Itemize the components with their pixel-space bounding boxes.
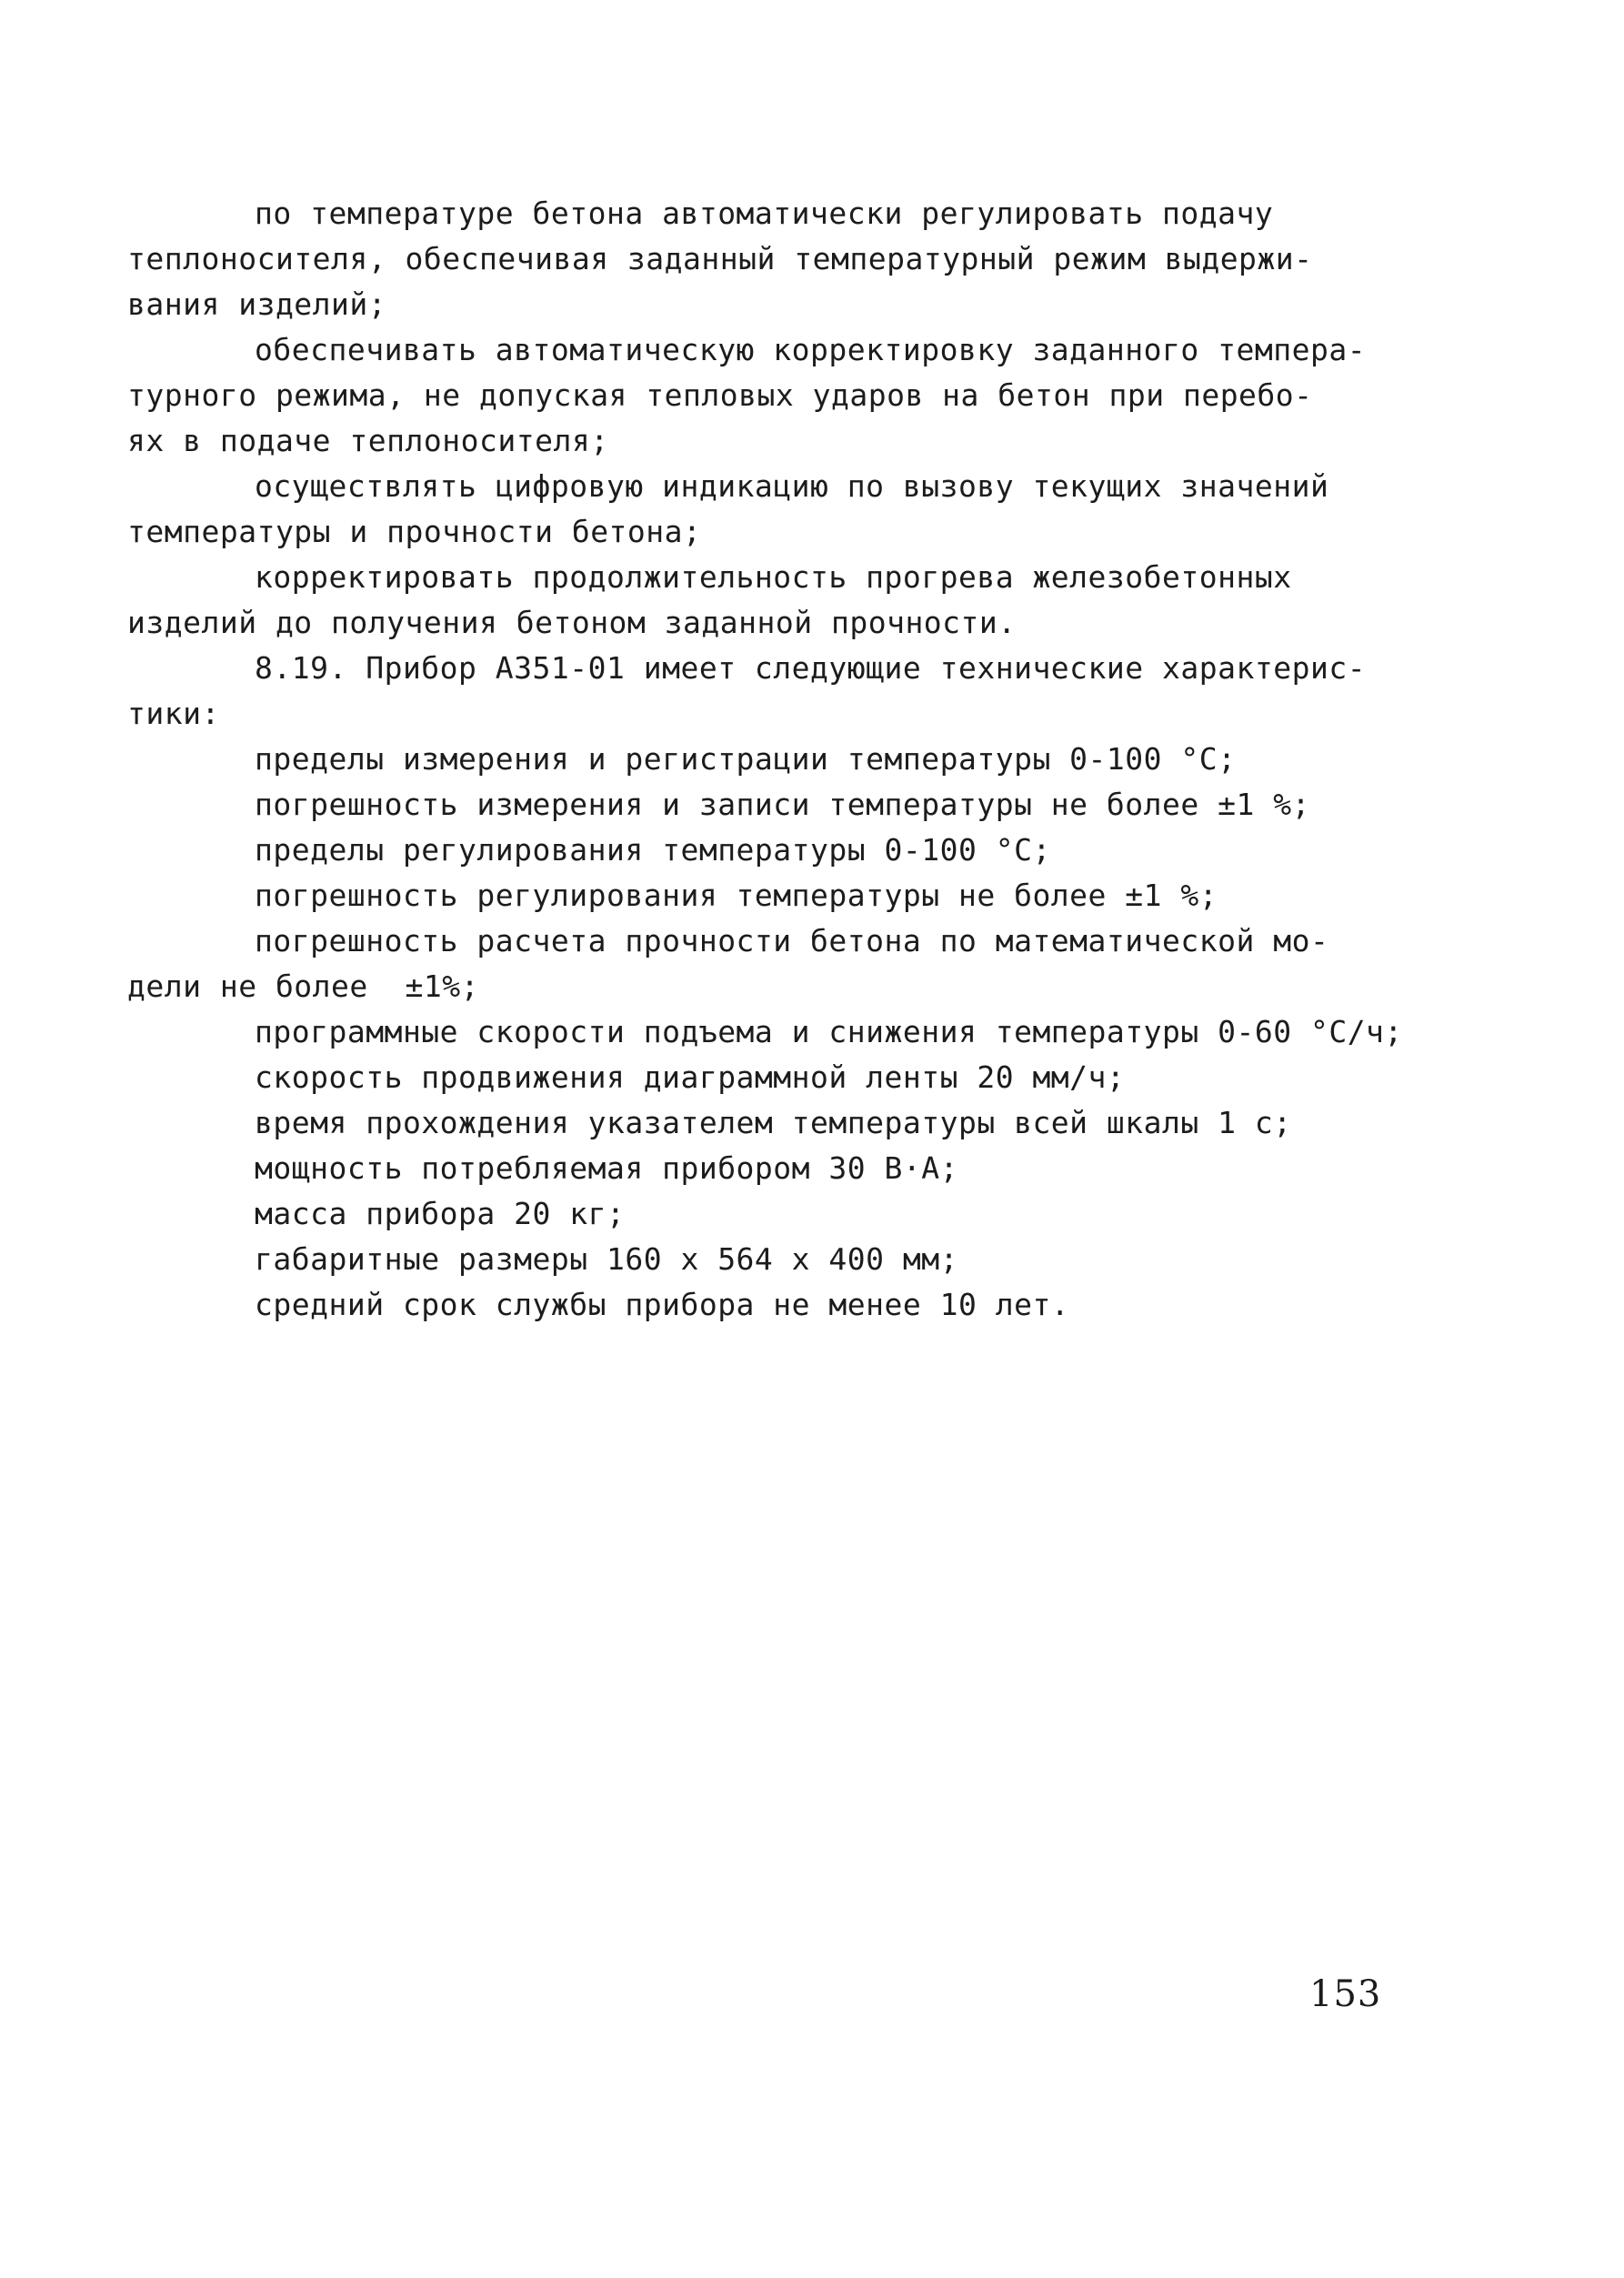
spec-item: программные скорости подъема и снижения температуры 0-60 °С/ч; xyxy=(255,1014,1403,1049)
text-line: осуществлять цифровую индикацию по вызову текущих значений xyxy=(255,468,1329,504)
text-line: температуры и прочности бетона; xyxy=(127,514,702,549)
spec-item: пределы регулирования температуры 0-100 °С; xyxy=(255,832,1051,868)
text-line: турного режима, не допуская тепловых ударов на бетон при перебо- xyxy=(127,377,1313,413)
spec-item: погрешность измерения и записи температуры не более ±1 %; xyxy=(255,787,1310,822)
text-line: вания изделий; xyxy=(127,286,387,322)
spec-item: средний срок службы прибора не менее 10 лет. xyxy=(255,1287,1070,1322)
text-line: корректировать продолжительность прогрева железобетонных xyxy=(255,559,1292,595)
page-number: 153 xyxy=(1309,1973,1382,2015)
spec-item: мощность потребляемая прибором 30 В·А; xyxy=(255,1150,958,1186)
text-line: ях в подаче теплоносителя; xyxy=(127,423,609,458)
text-line: изделий до получения бетоном заданной прочности. xyxy=(127,605,1017,640)
spec-item: масса прибора 20 кг; xyxy=(255,1196,626,1231)
text-line: тики: xyxy=(127,696,220,731)
spec-item: погрешность расчета прочности бетона по математической мо- xyxy=(255,923,1329,958)
spec-item: погрешность регулирования температуры не более ±1 %; xyxy=(255,878,1218,913)
section-heading: 8.19. Прибор А351-01 имеет следующие технические характерис- xyxy=(255,650,1367,686)
text-line: обеспечивать автоматическую корректировку заданного темпера- xyxy=(255,332,1367,367)
spec-item: пределы измерения и регистрации температуры 0-100 °С; xyxy=(255,741,1237,777)
spec-item: время прохождения указателем температуры всей шкалы 1 с; xyxy=(255,1105,1292,1140)
text-line: по температуре бетона автоматически регулировать подачу xyxy=(255,196,1274,231)
spec-item: габаритные размеры 160 х 564 х 400 мм; xyxy=(255,1241,958,1277)
spec-item: дели не более ±1%; xyxy=(127,968,479,1004)
body-text xyxy=(127,191,1418,1328)
spec-item: скорость продвижения диаграммной ленты 20 мм/ч; xyxy=(255,1059,1126,1095)
text-line: теплоносителя, обеспечивая заданный температурный режим выдержи- xyxy=(127,241,1313,276)
